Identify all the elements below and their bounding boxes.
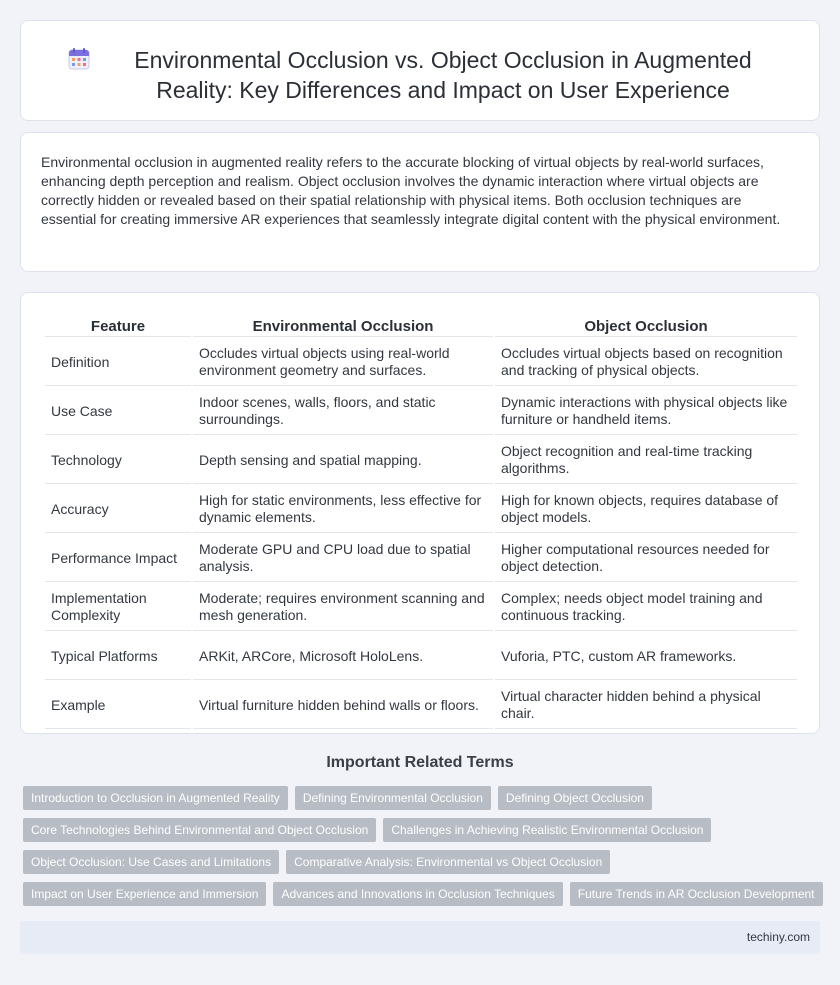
related-term-tag[interactable]: Object Occlusion: Use Cases and Limitations (23, 850, 279, 874)
tag-row (23, 850, 823, 874)
table-header-row (45, 317, 797, 337)
related-term-tag[interactable]: Advances and Innovations in Occlusion Techniques (273, 882, 562, 906)
object-cell: Dynamic interactions with physical objects like furniture or handheld items. (495, 388, 797, 435)
object-cell: Vuforia, PTC, custom AR frameworks. (495, 633, 797, 680)
feature-cell: Implementation Complexity (45, 584, 191, 631)
column-header-environmental: Environmental Occlusion (193, 317, 493, 337)
feature-cell: Performance Impact (45, 535, 191, 582)
environmental-cell: ARKit, ARCore, Microsoft HoloLens. (193, 633, 493, 680)
column-header-object: Object Occlusion (495, 317, 797, 337)
intro-card (20, 132, 820, 272)
feature-cell: Example (45, 682, 191, 729)
object-cell: Higher computational resources needed for object detection. (495, 535, 797, 582)
table-row (45, 388, 797, 435)
tag-row (23, 818, 823, 842)
tag-row (23, 882, 823, 906)
table-row (45, 486, 797, 533)
comparison-card (20, 292, 820, 734)
object-cell: Object recognition and real-time tracking algorithms. (495, 437, 797, 484)
feature-cell: Definition (45, 339, 191, 386)
comparison-table (43, 315, 799, 731)
environmental-cell: High for static environments, less effective for dynamic elements. (193, 486, 493, 533)
environmental-cell: Depth sensing and spatial mapping. (193, 437, 493, 484)
related-terms-tags (23, 786, 823, 914)
related-terms-title: Important Related Terms (326, 754, 514, 771)
environmental-cell: Virtual furniture hidden behind walls or floors. (193, 682, 493, 729)
footer-brand[interactable]: techiny.com (746, 930, 810, 944)
environmental-cell: Indoor scenes, walls, floors, and static surroundings. (193, 388, 493, 435)
related-term-tag[interactable]: Challenges in Achieving Realistic Environmental Occlusion (383, 818, 711, 842)
column-header-feature: Feature (45, 317, 191, 337)
table-row (45, 584, 797, 631)
related-term-tag[interactable]: Future Trends in AR Occlusion Development (570, 882, 823, 906)
related-term-tag[interactable]: Defining Object Occlusion (498, 786, 652, 810)
related-term-tag[interactable]: Introduction to Occlusion in Augmented Reality (23, 786, 288, 810)
feature-cell: Use Case (45, 388, 191, 435)
header-card (20, 20, 820, 121)
page-title: Environmental Occlusion vs. Object Occlusion in Augmented Reality: Key Differences and Impact on User Experience (134, 47, 752, 103)
footer-bar (20, 921, 820, 954)
table-row (45, 682, 797, 729)
object-cell: Complex; needs object model training and continuous tracking. (495, 584, 797, 631)
environmental-cell: Occludes virtual objects using real-world environment geometry and surfaces. (193, 339, 493, 386)
object-cell: Occludes virtual objects based on recognition and tracking of physical objects. (495, 339, 797, 386)
related-term-tag[interactable]: Comparative Analysis: Environmental vs Object Occlusion (286, 850, 610, 874)
intro-paragraph: Environmental occlusion in augmented reality refers to the accurate blocking of virtual objects by real-world surfaces, enhancing depth perception and realism. Object occlusion involves the dynamic interaction where virtual objects are correctly hidden or revealed based on their spatial relationship with physical items. Both occlusion techniques are essential for creating immersive AR experiences that seamlessly integrate digital content with the physical environment. (41, 154, 781, 227)
environmental-cell: Moderate GPU and CPU load due to spatial analysis. (193, 535, 493, 582)
feature-cell: Technology (45, 437, 191, 484)
feature-cell: Typical Platforms (45, 633, 191, 680)
object-cell: High for known objects, requires database of object models. (495, 486, 797, 533)
related-term-tag[interactable]: Impact on User Experience and Immersion (23, 882, 266, 906)
related-term-tag[interactable]: Defining Environmental Occlusion (295, 786, 491, 810)
tag-row (23, 786, 823, 810)
related-term-tag[interactable]: Core Technologies Behind Environmental and Object Occlusion (23, 818, 376, 842)
table-row (45, 633, 797, 680)
table-row (45, 535, 797, 582)
table-row (45, 339, 797, 386)
feature-cell: Accuracy (45, 486, 191, 533)
object-cell: Virtual character hidden behind a physical chair. (495, 682, 797, 729)
environmental-cell: Moderate; requires environment scanning and mesh generation. (193, 584, 493, 631)
table-row (45, 437, 797, 484)
calendar-icon (67, 47, 91, 71)
